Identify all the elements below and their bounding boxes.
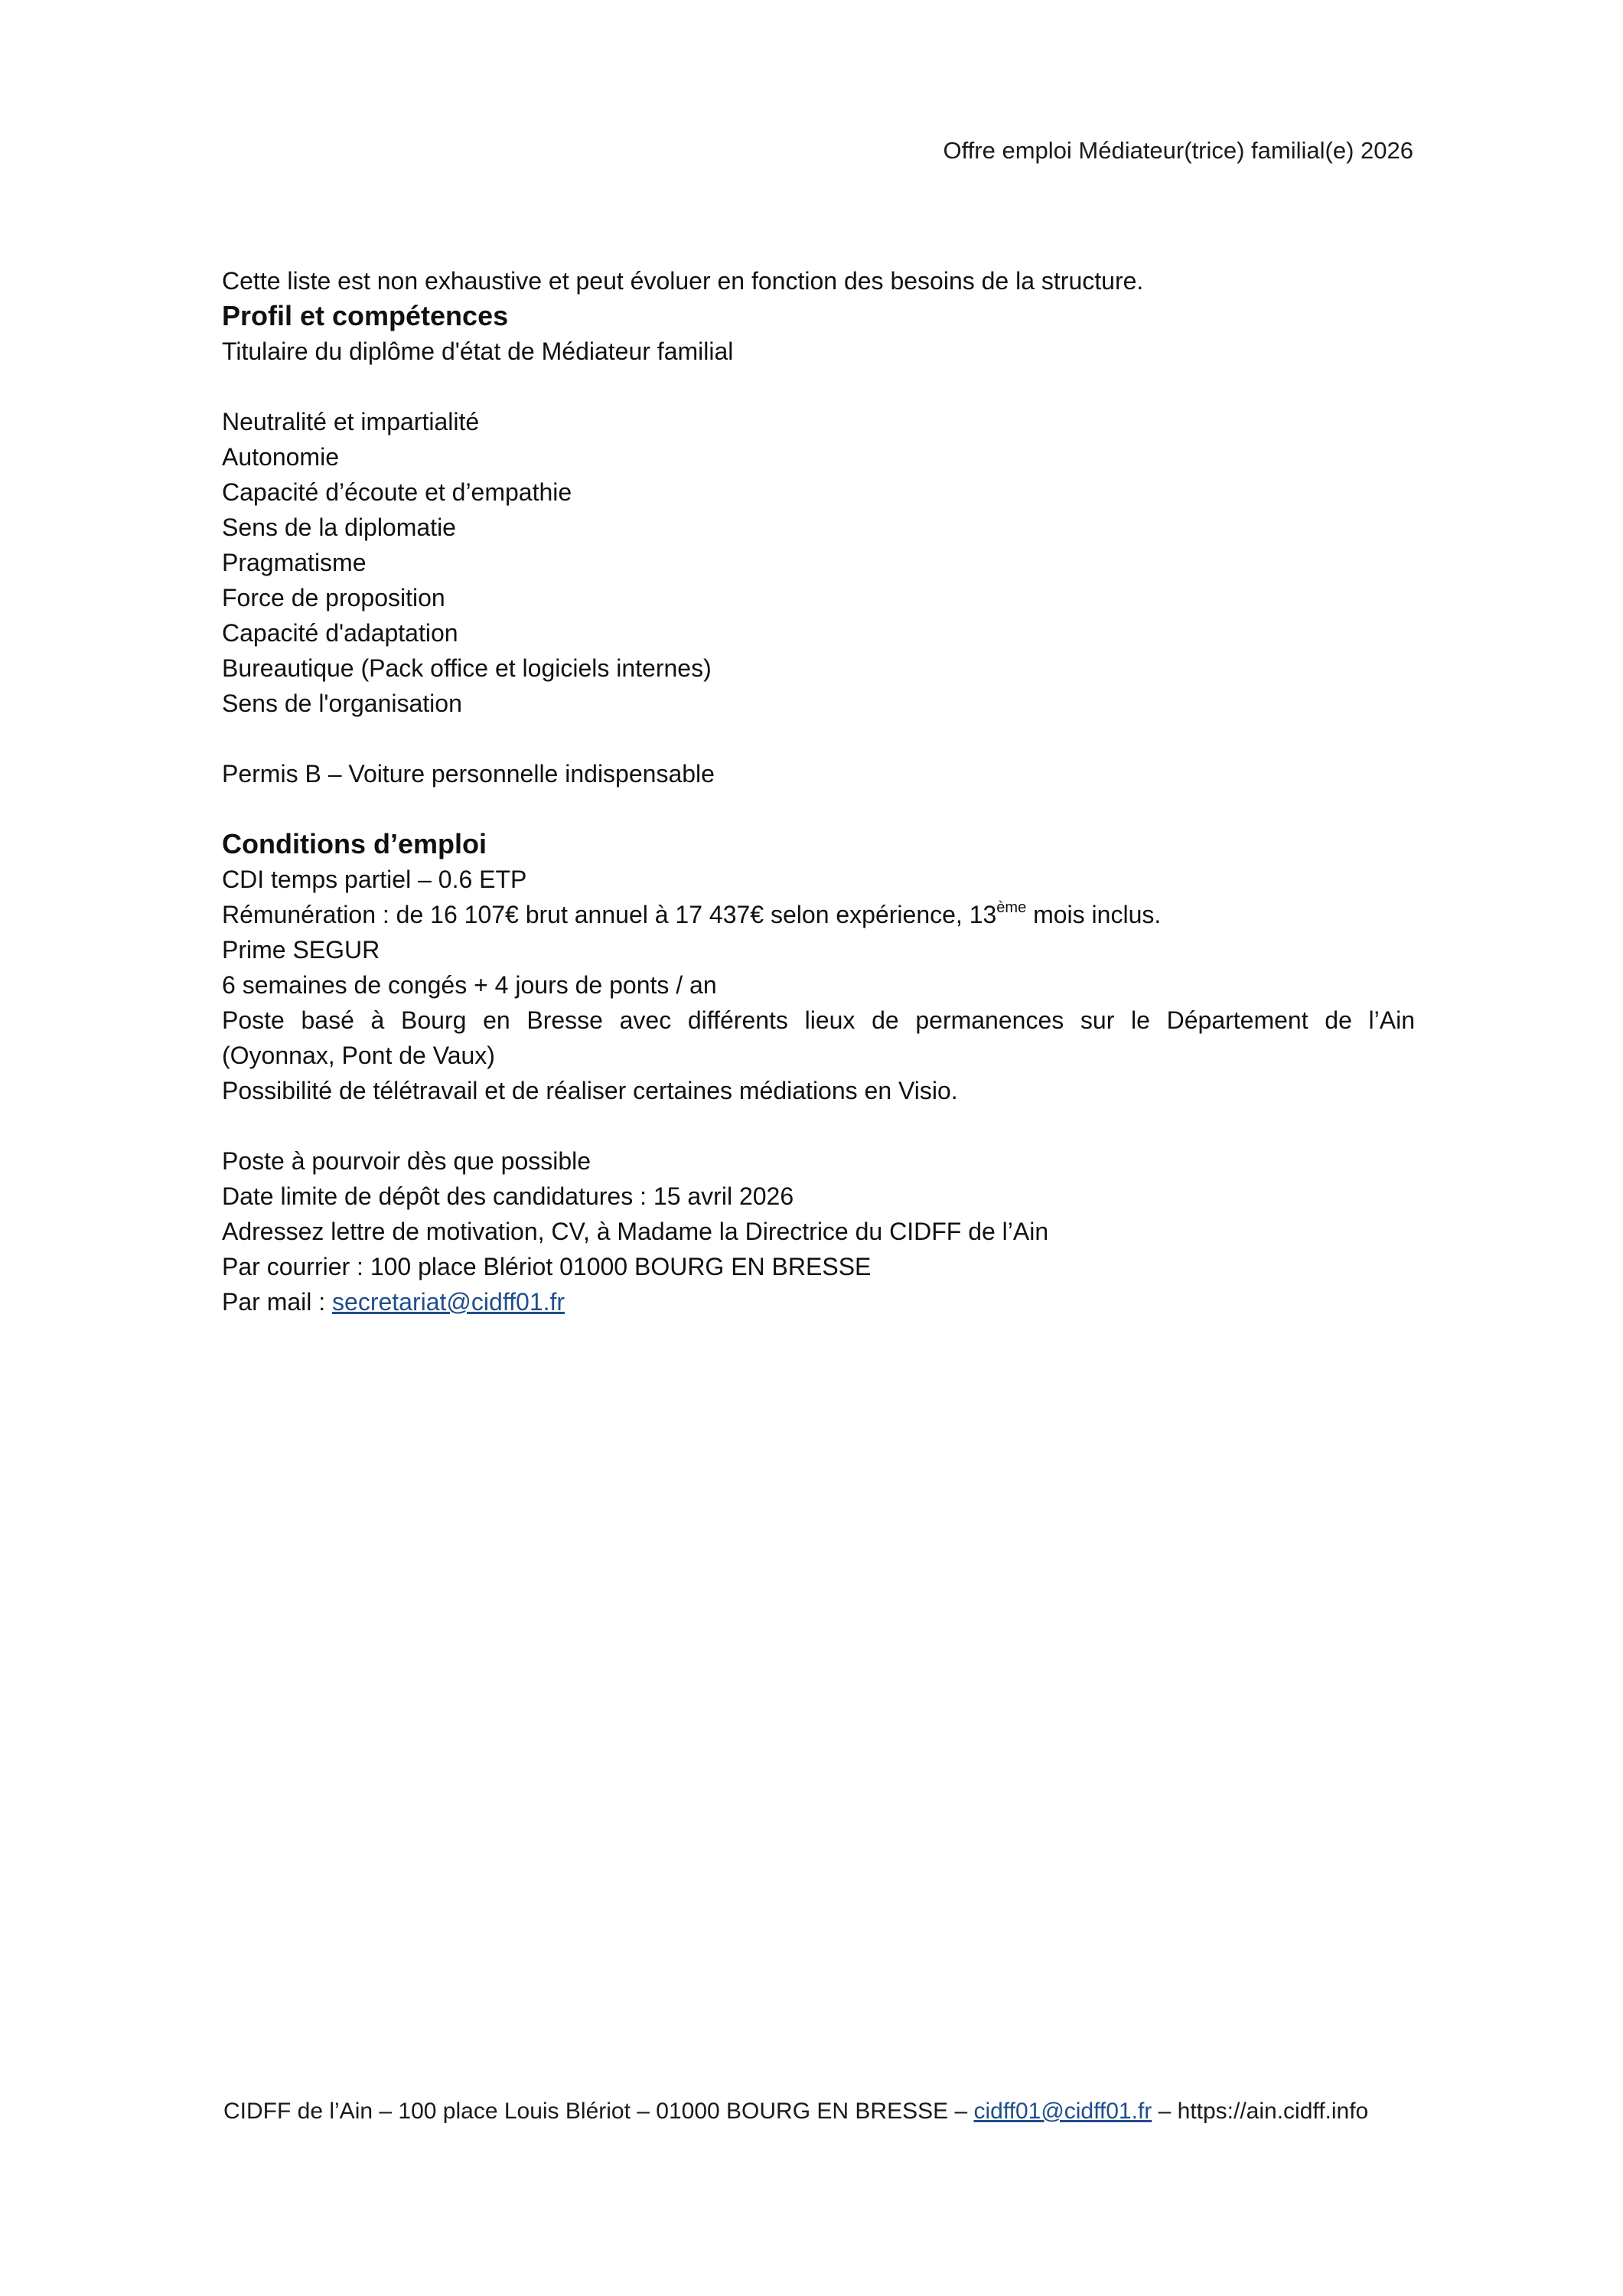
spacer [222, 369, 1415, 404]
contract-type: CDI temps partiel – 0.6 ETP [222, 866, 527, 893]
document-body [222, 263, 1415, 1319]
diploma-requirement: Titulaire du diplôme d'état de Médiateur familial [222, 338, 734, 365]
availability-line: Poste à pourvoir dès que possible [222, 1147, 592, 1175]
spacer [222, 721, 1415, 756]
deadline-line: Date limite de dépôt des candidatures : 15 avril 2026 [222, 1182, 794, 1210]
salary-line [222, 897, 1415, 932]
skill-item: Neutralité et impartialité [222, 408, 480, 435]
footer-address: CIDFF de l’Ain – 100 place Louis Blériot – 01000 BOURG EN BRESSE – [223, 2099, 974, 2124]
skill-item: Sens de la diplomatie [222, 514, 456, 541]
skill-item: Bureautique (Pack office et logiciels internes) [222, 654, 712, 682]
mail-line [222, 1284, 1415, 1319]
driving-license-requirement: Permis B – Voiture personnelle indispensable [222, 760, 715, 788]
email-link[interactable]: secretariat@cidff01.fr [332, 1288, 565, 1316]
page-header-title: Offre emploi Médiateur(trice) familial(e) 2026 [943, 137, 1413, 164]
intro-text: Cette liste est non exhaustive et peut évoluer en fonction des besoins de la structure. [222, 267, 1144, 295]
salary-text-end: mois inclus. [1026, 901, 1162, 928]
location-line: Poste basé à Bourg en Bresse avec différents lieux de permanences sur le Département de l’Ain [222, 1006, 1415, 1034]
section-heading-profil: Profil et compétences [222, 300, 509, 331]
spacer [222, 1108, 1415, 1143]
page-footer [223, 2096, 1368, 2127]
location-line-cont: (Oyonnax, Pont de Vaux) [222, 1042, 495, 1069]
skill-item: Pragmatisme [222, 549, 367, 576]
send-to-line: Adressez lettre de motivation, CV, à Madame la Directrice du CIDFF de l’Ain [222, 1218, 1049, 1245]
salary-text: Rémunération : de 16 107€ brut annuel à 17 437€ selon expérience, 13 [222, 901, 997, 928]
spacer [222, 791, 1415, 827]
mail-label: Par mail : [222, 1288, 333, 1316]
section-heading-conditions: Conditions d’emploi [222, 828, 487, 859]
skill-item: Capacité d'adaptation [222, 619, 458, 647]
skill-item: Capacité d’écoute et d’empathie [222, 478, 572, 506]
skill-item: Sens de l'organisation [222, 690, 462, 717]
bonus-line: Prime SEGUR [222, 936, 380, 964]
skill-item: Autonomie [222, 443, 339, 471]
footer-website: – https://ain.cidff.info [1152, 2099, 1369, 2124]
postal-address-line: Par courrier : 100 place Blériot 01000 BOURG EN BRESSE [222, 1253, 872, 1280]
salary-superscript: ème [996, 899, 1027, 916]
remote-work-line: Possibilité de télétravail et de réaliser certaines médiations en Visio. [222, 1077, 958, 1104]
footer-email-link[interactable]: cidff01@cidff01.fr [973, 2099, 1152, 2124]
skills-list [222, 404, 1415, 721]
skill-item: Force de proposition [222, 584, 445, 612]
leave-line: 6 semaines de congés + 4 jours de ponts / an [222, 971, 717, 999]
